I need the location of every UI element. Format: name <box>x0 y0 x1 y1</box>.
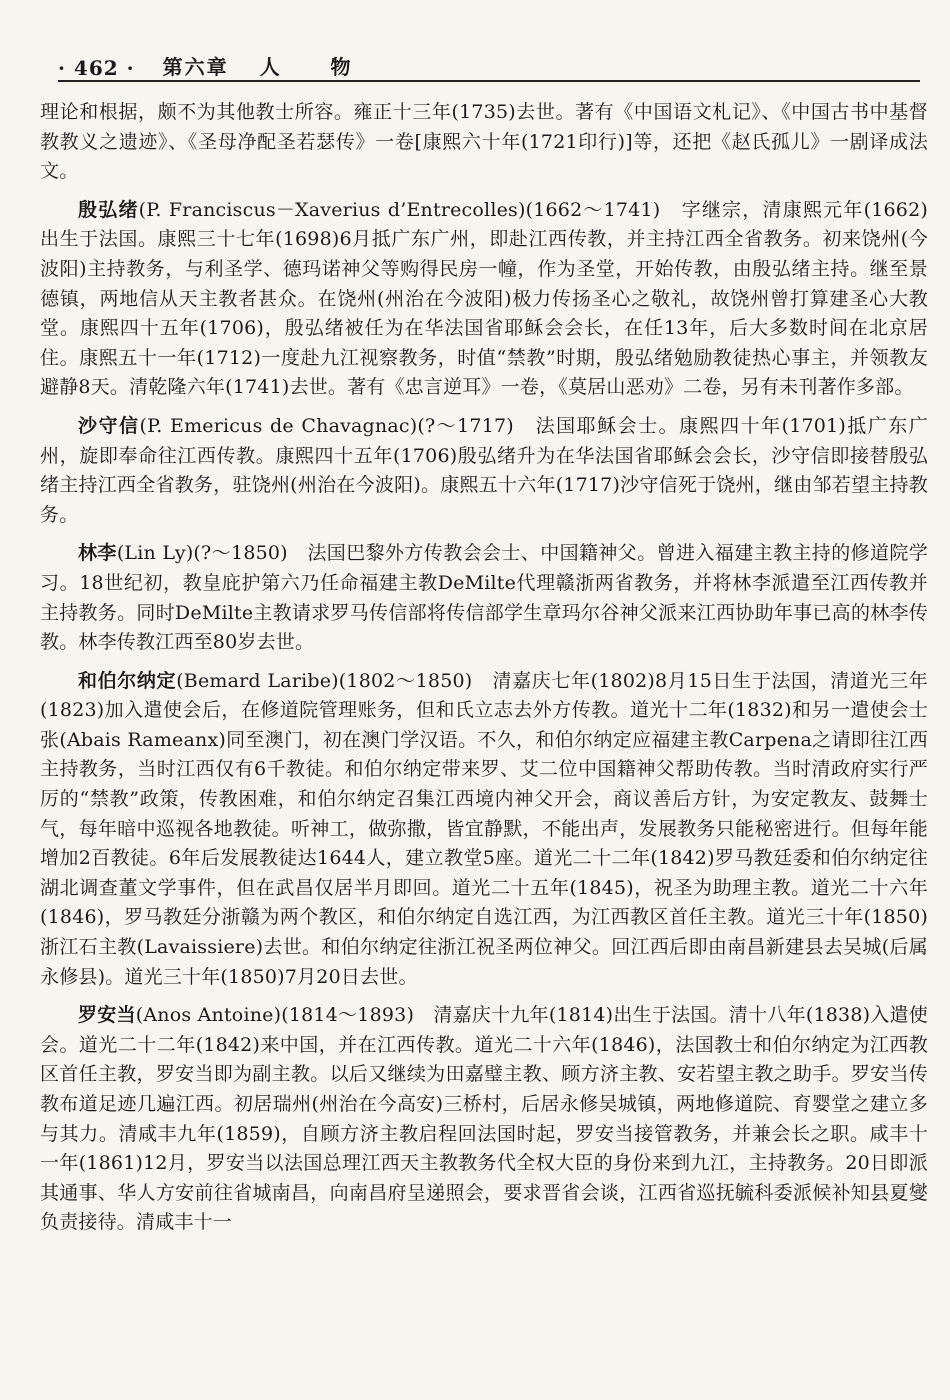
biography-entry <box>40 412 928 530</box>
entry-name: 沙守信 <box>78 414 140 437</box>
page-number: · 462 · <box>58 56 135 80</box>
biography-entry <box>40 1001 928 1238</box>
chapter-title <box>163 51 373 80</box>
chapter-number: 第六章 <box>162 55 229 79</box>
entry-name: 罗安当 <box>78 1004 136 1027</box>
entry-text: (P. Franciscus－Xaverius d’Entrecolles)(1662～1741) 字继宗，清康熙元年(1662)出生于法国。康熙三十七年(1698)6月抵广东广州，即赴江西传教，并主持江西全省教务。初来饶州(今波阳)主持教务，与利圣学、德玛诺神父等购得民房一幢，作为圣堂，开始传教，由殷弘绪主持。继至景德镇，两地信从天主教者甚众。在饶州(州治在今波阳)极力传扬圣心之敬礼，故饶州曾打算建圣心大教堂。康熙四十五年(1706)，殷弘绪被任为在华法国省耶稣会会长，在任13年，后大多数时间在北京居住。康熙五十一年(1712)一度赴九江视察教务，时值“禁教”时期，殷弘绪勉励教徒热心事主，并领教友避静8天。清乾隆六年(1741)去世。著有《忠言逆耳》一卷，《莫居山恶劝》二卷，另有未刊著作多部。 <box>40 198 928 399</box>
entry-name: 殷弘绪 <box>78 198 139 221</box>
biography-entry <box>40 539 928 657</box>
entry-text: (P. Emericus de Chavagnac)(?～1717) 法国耶稣会士。康熙四十年(1701)抵广东广州，旋即奉命往江西传教。康熙四十五年(1706)殷弘绪升为在华法国省耶稣会会长，沙守信即接替殷弘绪主持江西全省教务，驻饶州(州治在今波阳)。康熙五十六年(1717)沙守信死于饶州，继由邹若望主持教务。 <box>40 414 928 526</box>
chapter-section: 人 物 <box>259 55 373 79</box>
page-body <box>40 98 928 1247</box>
entry-text: (Bemard Laribe)(1802～1850) 清嘉庆七年(1802)8月15日生于法国，清道光三年(1823)加入遣使会后，在修道院管理账务，但和氏立志去外方传教。道光十二年(1832)和另一遣使会士张(Abais Rameanx)同至澳门，初在澳门学汉语。不久，和伯尔纳定应福建主教Carpena之请即往江西主持教务，当时江西仅有6千教徒。和伯尔纳定带来罗、艾二位中国籍神父帮助传教。当时清政府实行严厉的“禁教”政策，传教困难，和伯尔纳定召集江西境内神父开会，商议善后方针，为安定教友、鼓舞士气，每年暗中巡视各地教徒。听神工，做弥撒，皆宜静默，不能出声，发展教务只能秘密进行。但每年能增加2百教徒。6年后发展教徒达1644人，建立教堂5座。道光二十二年(1842)罗马教廷委和伯尔纳定往湖北调查董文学事件，但在武昌仅居半月即回。道光二十五年(1845)，祝圣为助理主教。道光二十六年(1846)，罗马教廷分浙赣为两个教区，和伯尔纳定自选江西，为江西教区首任主教。道光三十年(1850)浙江石主教(Lavaissiere)去世。和伯尔纳定往浙江祝圣两位神父。回江西后即由南昌新建县去吴城(后属永修县)。道光三十年(1850)7月20日去世。 <box>40 669 928 988</box>
biography-entry <box>40 667 928 993</box>
entry-text: (Anos Antoine)(1814～1893) 清嘉庆十九年(1814)出生于法国。清十八年(1838)入遣使会。道光二十二年(1842)来中国，并在江西传教。道光二十六年(1846)，法国教士和伯尔纳定为江西教区首任主教，罗安当即为副主教。以后又继续为田嘉璧主教、顾方济主教、安若望主教之助手。罗安当传教布道足迹几遍江西。初居瑞州(州治在今高安)三桥村，后居永修吴城镇，两地修道院、育婴堂之建立多与其力。清咸丰九年(1859)，自顾方济主教启程回法国时起，罗安当接管教务，并兼会长之职。咸丰十一年(1861)12月，罗安当以法国总理江西天主教教务代全权大臣的身份来到九江，主持教务。20日即派其通事、华人方安前往省城南昌，向南昌府呈递照会，要求晋省会谈，江西省巡抚毓科委派候补知县夏燮负责接待。清咸丰十一 <box>40 1004 928 1234</box>
page-header <box>58 44 920 82</box>
paragraph-continuation <box>40 98 928 187</box>
entry-name: 林李 <box>78 542 117 565</box>
entry-text: (Lin Ly)(?～1850) 法国巴黎外方传教会会士、中国籍神父。曾进入福建主教主持的修道院学习。18世纪初，教皇庇护第六乃任命福建主教DeMilte代理赣浙两省教务，并将林李派遣至江西传教并主持教务。同时DeMilte主教请求罗马传信部将传信部学生章玛尔谷神父派来江西协助年事已高的林李传教。林李传教江西至80岁去世。 <box>40 542 929 654</box>
entry-text: 理论和根据，颇不为其他教士所容。雍正十三年(1735)去世。著有《中国语文札记》、《中国古书中基督教教义之遗迹》、《圣母净配圣若瑟传》一卷[康熙六十年(1721印行)]等，还把《赵氏孤儿》一剧译成法文。 <box>40 101 928 183</box>
entry-name: 和伯尔纳定 <box>78 669 177 692</box>
biography-entry <box>40 196 928 403</box>
